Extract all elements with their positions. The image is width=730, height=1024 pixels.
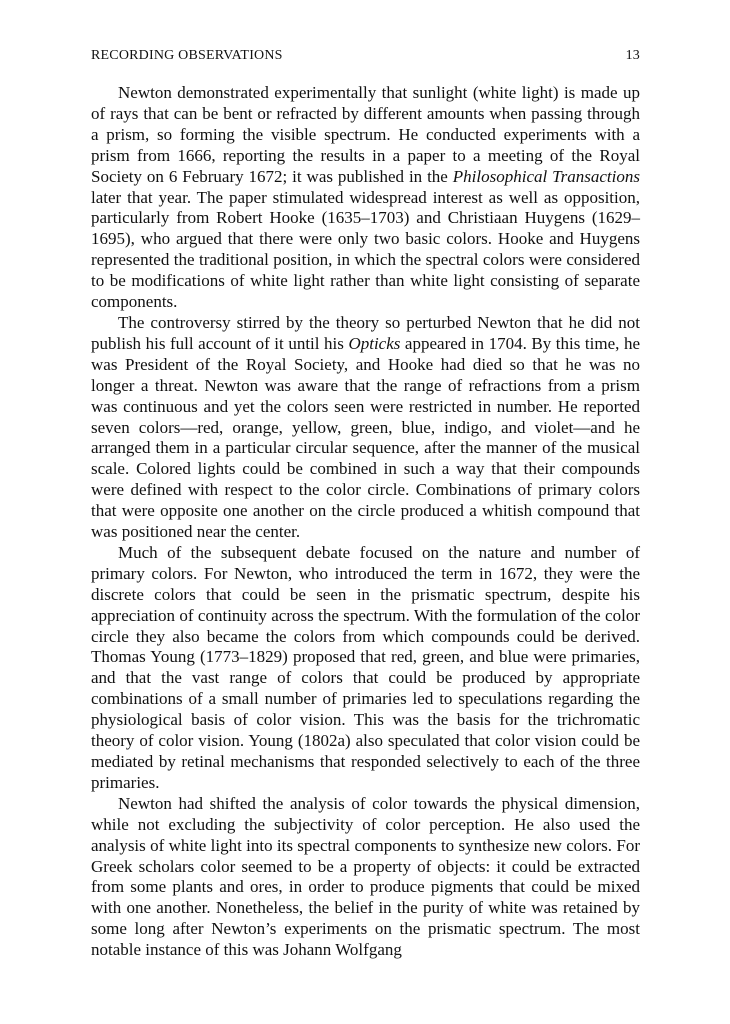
paragraph-1 xyxy=(91,83,640,313)
paragraph-2-text-cont: appeared in 1704. By this time, he was President of the Royal Society, and Hooke had died so that he was no longer a threat. Newton was aware that the range of refractions from a prism was continuous and yet the colors seen were restricted in number. He reported seven colors—red, orange, yellow, green, blue, indigo, and violet—and he arranged them in a particular circular sequence, after the manner of the musical scale. Colored lights could be combined in such a way that their compounds were defined with respect to the color circle. Combinations of primary colors that were opposite one another on the circle produced a whitish compound that was positioned near the center. xyxy=(91,333,640,542)
book-title: Opticks xyxy=(348,333,401,353)
page-number: 13 xyxy=(625,48,640,63)
paragraph-2 xyxy=(91,313,640,543)
paragraph-2-text: The controversy stirred by the theory so perturbed Newton that he did not publish his full account of it until his xyxy=(91,312,640,353)
paragraph-1-text: Newton demonstrated experimentally that sunlight (white light) is made up of rays that can be bent or refracted by different amounts when passing through a prism, so forming the visible spectrum. He conducted experiments with a prism from 1666, reporting the results in a paper to a meeting of the Royal Society on 6 February 1672; it was published in the xyxy=(91,83,640,186)
paragraph-3-text: Much of the subsequent debate focused on the nature and number of primary colors. For Newton, who introduced the term in 1672, they were the discrete colors that could be seen in the prismatic spectrum, despite his appreciation of continuity across the spectrum. With the formulation of the color circle they also became the colors from which compounds could be derived. Thomas Young (1773–1829) proposed that red, green, and blue were primaries, and that the vast range of colors that could be produced by appropriate combinations of a small number of primaries led to speculations regarding the physiological basis of color vision. This was the basis for the trichromatic theory of color vision. Young (1802a) also speculated that color vision could be mediated by retinal mechanisms that responded selectively to each of the three primaries. xyxy=(91,542,640,792)
paragraph-1-text-cont: later that year. The paper stimulated widespread interest as well as opposition, particularly from Robert Hooke (1635–1703) and Christiaan Huygens (1629–1695), who argued that there were only two basic colors. Hooke and Huygens represented the traditional position, in which the spectral colors were considered to be modifications of white light rather than white light consisting of separate components. xyxy=(91,187,640,312)
paragraph-3 xyxy=(91,543,640,794)
running-header xyxy=(91,46,640,66)
paragraph-4 xyxy=(91,794,640,961)
journal-title: Philosophical Transactions xyxy=(452,166,640,186)
paragraph-4-text: Newton had shifted the analysis of color towards the physical dimension, while not excluding the subjectivity of color perception. He also used the analysis of white light into its spectral components to synthesize new colors. For Greek scholars color seemed to be a property of objects: it could be extracted from some plants and ores, in order to produce pigments that could be mixed with one another. Nonetheless, the belief in the purity of white was retained by some long after Newton’s experiments on the prismatic spectrum. The most notable instance of this was Johann Wolfgang xyxy=(91,793,640,960)
running-title: RECORDING OBSERVATIONS xyxy=(91,48,283,63)
body-text xyxy=(91,83,640,961)
